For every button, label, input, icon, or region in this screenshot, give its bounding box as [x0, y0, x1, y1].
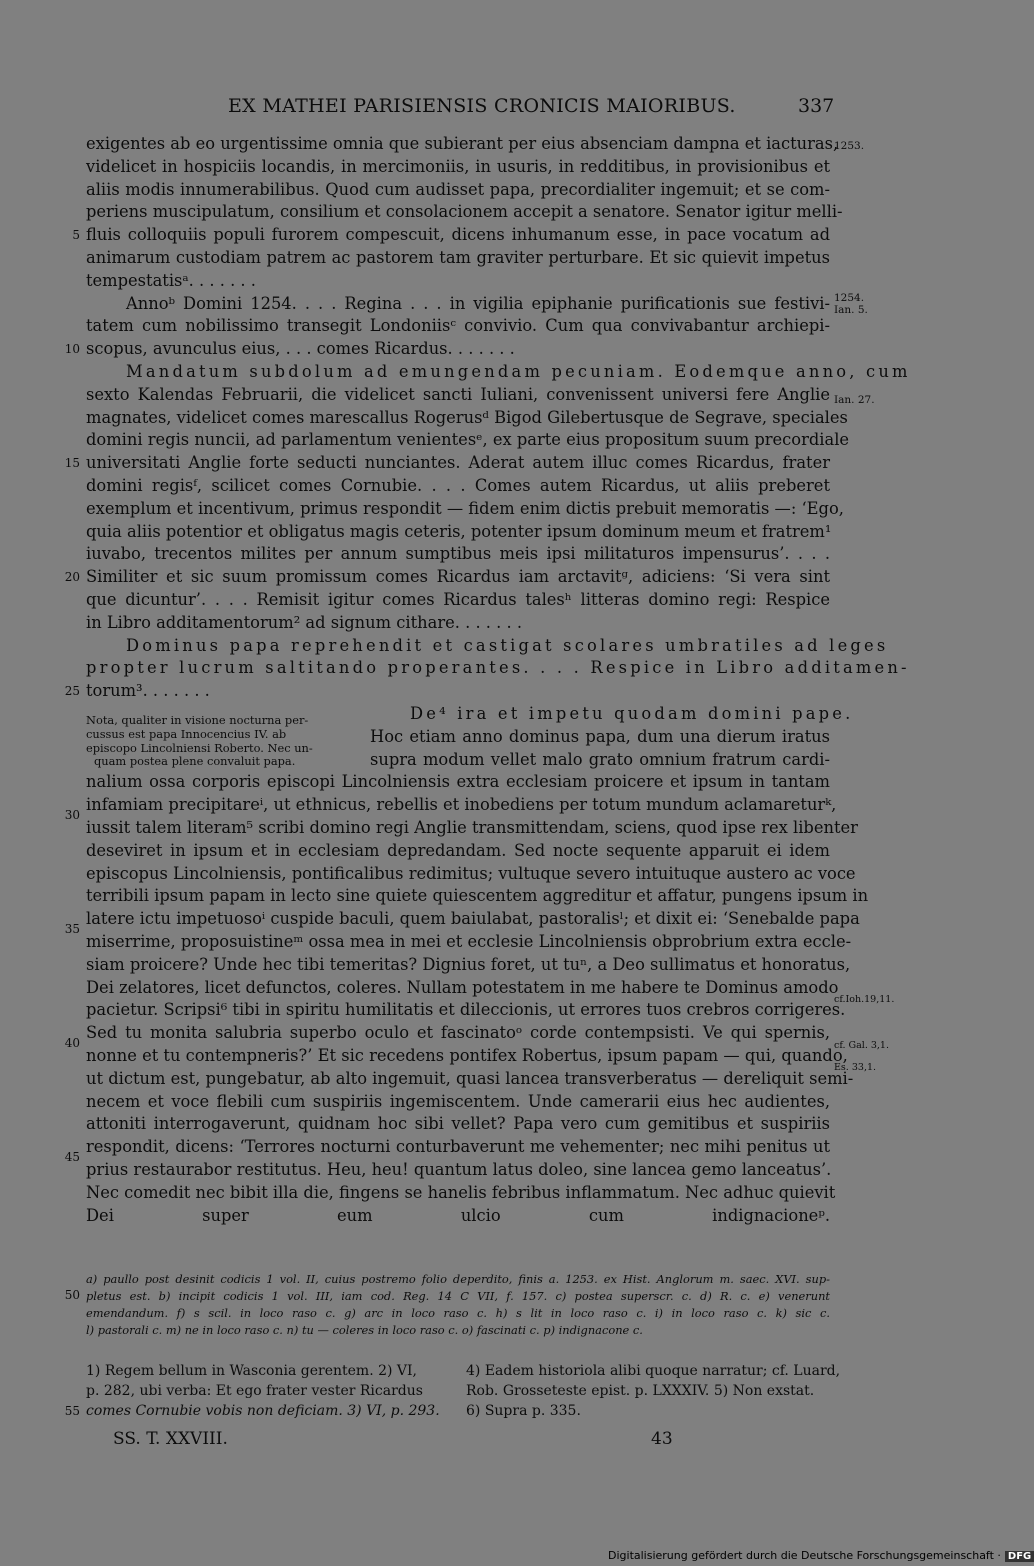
- text-line: Hoc etiam anno dominus papa, dum una dierum iratus: [370, 726, 830, 746]
- text-line: pacietur. Scripsi⁶ tibi in spiritu humilitatis et dileccionis, ut errores tuos crebros corrigeres.: [86, 1000, 846, 1020]
- footnote-line: emendandum. f) s scil. in loco raso c. g) arc in loco raso c. h) s lit in loco raso c. i) in loco raso c. k) sic c.: [86, 1306, 830, 1320]
- dfg-logo: DFG: [1005, 1551, 1034, 1562]
- footnote-line: Rob. Grosseteste epist. p. LXXXIV. 5) Non exstat.: [466, 1383, 815, 1399]
- footnote-line: 1) Regem bellum in Wasconia gerentem. 2) VI,: [86, 1363, 418, 1379]
- text-line: torum³. . . . . . .: [86, 681, 210, 701]
- text-line: Sed tu monita salubria superbo oculo et fascinatoᵒ corde contempsisti. Ve qui spernis,: [86, 1023, 830, 1043]
- section-heading: Mandatum subdolum ad emungendam pecuniam. Eodemque anno, cum: [126, 362, 911, 381]
- text-line: Annoᵇ Domini 1254. . . . Regina . . . in vigilia epiphanie purificationis sue festivi-: [126, 293, 830, 313]
- footnote-line: p. 282, ubi verba: Et ego frater vester Ricardus: [86, 1383, 423, 1399]
- line-number: 5: [72, 228, 80, 242]
- margin-reference: cf.Ioh.19,11.: [834, 994, 895, 1005]
- text-line: aliis modis innumerabilibus. Quod cum audisset papa, precordialiter ingemuit; et se com-: [86, 179, 830, 199]
- text-line: Nec comedit nec bibit illa die, fingens se hanelis febribus inflammatum. Nec adhuc quievit: [86, 1182, 836, 1202]
- text-line: Dei zelatores, licet defunctos, coleres. Nullam potestatem in me habere te Dominus amodo: [86, 977, 839, 997]
- line-number: 55: [64, 1404, 80, 1418]
- footnote-line: 6) Supra p. 335.: [466, 1403, 581, 1419]
- footnote-line: l) pastorali c. m) ne in loco raso c. n) tu — coleres in loco raso c. o) fascinati c. p) indignacone c.: [86, 1323, 643, 1337]
- line-number: 35: [64, 922, 80, 936]
- line-number: 15: [64, 456, 80, 470]
- page-title: EX MATHEI PARISIENSIS CRONICIS MAIORIBUS.: [228, 95, 736, 117]
- digitization-credit: [608, 1549, 1034, 1562]
- side-note-line: quam postea plene convaluit papa.: [94, 754, 296, 769]
- text-line: universitati Anglie forte seducti nunciantes. Aderat autem illuc comes Ricardus, frater: [86, 453, 830, 473]
- line-number: 10: [64, 342, 80, 356]
- text-line: [86, 1227, 830, 1249]
- text-line: exigentes ab eo urgentissime omnia que subierant per eius absenciam dampna et iacturas,: [86, 134, 839, 153]
- footnote-line: comes Cornubie vobis non deficiam. 3) VI, p. 293.: [86, 1403, 440, 1419]
- text-line: domini regisᶠ, scilicet comes Cornubie. . . . Comes autem Ricardus, ut aliis preberet: [86, 476, 830, 495]
- text-line: miserrime, proposuistineᵐ ossa mea in mei et ecclesie Lincolniensis obprobrium extra eccle-: [86, 932, 852, 951]
- text-line: exemplum et incentivum, primus respondit — fidem enim dictis prebuit memoratis —: ‘Ego,: [86, 498, 844, 518]
- text-line: latere ictu impetuosoⁱ cuspide baculi, quem baiulabat, pastoralisˡ; et dixit ei: ‘Senebalde papa: [86, 909, 860, 929]
- footnote-line: a) paullo post desinit codicis 1 vol. II, cuius postremo folio deperdito, finis a. 1253. ex Hist. Anglorum m. saec. XVI. sup-: [86, 1272, 830, 1286]
- margin-date: Ian. 5.: [834, 304, 868, 316]
- text-line: quia aliis potentior et obligatus magis ceteris, potenter ipsum dominum meum et fratrem¹: [86, 521, 832, 541]
- line-number: 25: [64, 684, 80, 698]
- text-line: iuvabo, trecentos milites per annum sumptibus meis ipsi militaturos impensurus’. . . .: [86, 544, 830, 564]
- text-line: periens muscipulatum, consilium et consolacionem accepit a senatore. Senator igitur melli-: [86, 202, 843, 222]
- footnote-column-left: [86, 1361, 446, 1421]
- margin-date: Ian. 27.: [834, 394, 875, 406]
- text-line: respondit, dicens: ‘Terrores nocturni conturbaverunt me vehementer; nec mihi penitus ut: [86, 1137, 830, 1157]
- text-line: in Libro additamentorum² ad signum cithare. . . . . . .: [86, 612, 523, 632]
- credit-text: Digitalisierung gefördert durch die Deutsche Forschungsgemeinschaft ·: [608, 1549, 1001, 1562]
- line-number: 30: [64, 808, 80, 822]
- apparatus-footnotes: [86, 1271, 830, 1339]
- margin-year: 1253.: [834, 140, 865, 152]
- text-line: Similiter et sic suum promissum comes Ricardus iam arctavitᵍ, adiciens: ‘Si vera sint: [86, 567, 830, 587]
- text-line: videlicet in hospiciis locandis, in mercimoniis, in usuris, in redditibus, in provisionibus et: [86, 156, 830, 176]
- text-line: tempestatisᵃ. . . . . . .: [86, 270, 256, 290]
- text-line: necem et voce flebili cum suspiriis ingemiscentem. Unde camerarii eius hec audientes,: [86, 1091, 830, 1111]
- text-line: tatem cum nobilissimo transegit Londoniisᶜ convivio. Cum qua convivabantur archiepi-: [86, 316, 830, 336]
- side-note-line: episcopo Lincolniensi Roberto. Nec un-: [86, 740, 313, 755]
- footnote-line: pletus est. b) incipit codicis 1 vol. III, iam cod. Reg. 14 C VII, f. 157. c) postea superscr. c. d) R. c. e) venerunt: [86, 1289, 830, 1303]
- line-number: 45: [64, 1150, 80, 1164]
- text-line: deseviret in ipsum et in ecclesiam depredandam. Sed nocte sequente apparuit ei idem: [86, 840, 830, 860]
- text-line: episcopus Lincolniensis, pontificalibus redimitus; vultuque severo intuituque austero ac voce: [86, 863, 856, 883]
- text-line: fluis colloquiis populi furorem compescuit, dicens inhumanum esse, in pace vocatum ad: [86, 225, 830, 245]
- text-line: Dei super eum ulcio cum indignacioneᵖ.: [86, 1205, 830, 1225]
- line-number: 40: [64, 1036, 80, 1050]
- side-note: [86, 714, 356, 769]
- text-line: supra modum vellet malo grato omnium fratrum cardi-: [370, 749, 830, 769]
- margin-reference: Es. 33,1.: [834, 1062, 877, 1073]
- footnote-column-right: [466, 1361, 841, 1421]
- line-number: 50: [64, 1288, 80, 1302]
- text-line: iussit talem literam⁵ scribi domino regi Anglie transmittendam, sciens, quod ipse rex libenter: [86, 818, 858, 837]
- text-line: que dicuntur’. . . . Remisit igitur comes Ricardus talesʰ litteras domino regi: Respice: [86, 590, 830, 609]
- text-line: animarum custodiam patrem ac pastorem tam graviter perturbare. Et sic quievit impetus: [86, 248, 830, 267]
- section-heading: propter lucrum saltitando properantes. . . . Respice in Libro additamen-: [86, 658, 910, 678]
- text-line: nonne et tu contempneris?’ Et sic recedens pontifex Robertus, ipsum papam — qui, quando,: [86, 1046, 848, 1065]
- margin-reference: cf. Gal. 3,1.: [834, 1040, 889, 1051]
- text-line: magnates, videlicet comes marescallus Rogerusᵈ Bigod Gilebertusque de Segrave, speciales: [86, 407, 848, 427]
- side-note-line: Nota, qualiter in visione nocturna per-: [86, 713, 309, 727]
- text-line: ut dictum est, pungebatur, ab alto ingemuit, quasi lancea transverberatus — dereliquit semi-: [86, 1068, 854, 1088]
- text-line: infamiam precipitareⁱ, ut ethnicus, rebellis et inobediens per totum mundum aclamareturᵏ,: [86, 795, 837, 815]
- text-line: terribili ipsum papam in lecto sine quiete quiescentem aggreditur et affatur, pungens ipsum in: [86, 886, 869, 906]
- text-line: sexto Kalendas Februarii, die videlicet sancti Iuliani, convenissent universi fere Anglie: [86, 384, 830, 404]
- text-line: attoniti interrogaverunt, quidnam hoc sibi vellet? Papa vero cum gemitibus et suspiriis: [86, 1114, 830, 1134]
- text-line: siam proicere? Unde hec tibi temeritas? Dignius foret, ut tuⁿ, a Deo sullimatus et honoratus,: [86, 954, 851, 974]
- margin-year: 1254.: [834, 292, 865, 304]
- section-heading: De⁴ ira et impetu quodam domini pape.: [410, 704, 854, 723]
- text-line: nalium ossa corporis episcopi Lincolniensis extra ecclesiam proicere et ipsum in tantam: [86, 772, 830, 792]
- text-line: prius restaurabor restitutus. Heu, heu! quantum latus doleo, sine lancea gemo lanceatus’.: [86, 1160, 832, 1179]
- line-number: 20: [64, 570, 80, 584]
- footnote-line: 4) Eadem historiola alibi quoque narratur; cf. Luard,: [466, 1363, 841, 1379]
- side-note-line: cussus est papa Innocencius IV. ab: [86, 726, 287, 741]
- text-line: scopus, avunculus eius, . . . comes Ricardus. . . . . . .: [86, 339, 515, 359]
- sheet-number: 43: [651, 1429, 673, 1449]
- page-number: 337: [798, 95, 835, 117]
- series-signature: SS. T. XXVIII.: [113, 1429, 228, 1449]
- text-line: domini regis nuncii, ad parlamentum venientesᵉ, ex parte eius propositum suum precordiale: [86, 430, 850, 450]
- section-heading: Dominus papa reprehendit et castigat scolares umbratiles ad leges: [126, 635, 889, 655]
